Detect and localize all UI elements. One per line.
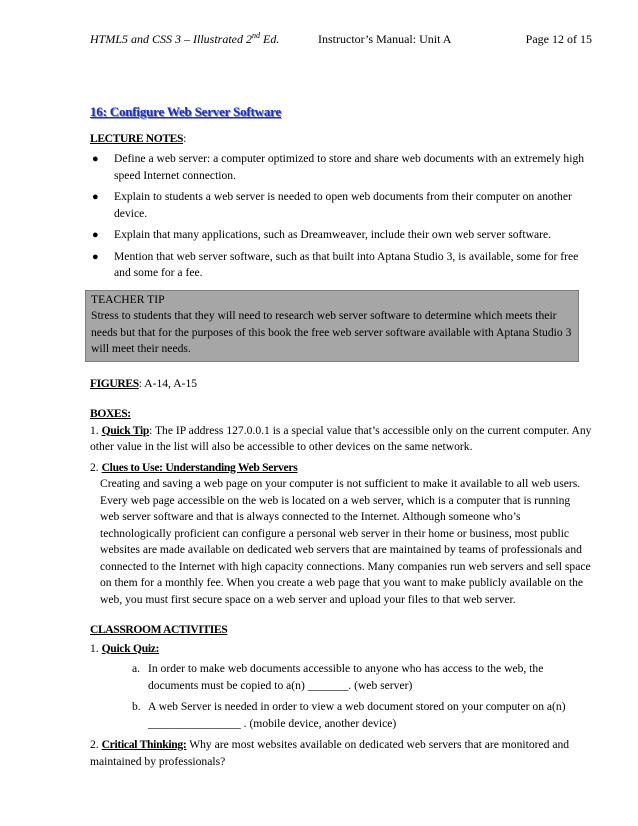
page-header [90, 32, 592, 50]
lecture-notes-list [90, 151, 592, 282]
list-item: ● Mention that web server software, such as that built into Aptana Studio 3, is available, some for free and some for a fee. [92, 249, 579, 279]
classroom-heading: CLASSROOM ACTIVITIES [90, 623, 228, 636]
figures-line: FIGURES: A-14, A-15 [90, 376, 198, 390]
quiz-item: b. A web Server is needed in order to view a web document stored on your computer on a(n) ________________ . (mobile device, another device) [132, 700, 566, 730]
bullet-icon: ● [92, 229, 99, 241]
list-item: ● Explain to students a web server is needed to open web documents from their computer on another device. [92, 190, 572, 220]
boxes-item-2: 2. Clues to Use: Understanding Web Servers [90, 460, 298, 474]
teacher-tip-body: Stress to students that they will need to research web server software to determine which meets their needs but that for the purposes of this book the free web server software available with Aptana Studio 3 will meet their needs. [91, 309, 572, 355]
quick-quiz-line: 1. Quick Quiz: [90, 641, 160, 655]
book-title: HTML5 and CSS 3 – Illustrated 2nd Ed. [90, 31, 280, 46]
page-number: Page 12 of 15 [525, 32, 592, 46]
boxes-heading: BOXES: [90, 407, 131, 420]
list-item: ● Explain that many applications, such as Dreamweaver, include their own web server software. [90, 227, 592, 244]
teacher-tip-title: TEACHER TIP [91, 292, 165, 306]
boxes-item-2-text: Creating and saving a web page on your computer is not sufficient to make it available to all web users. Every web page accessible on the web is located on a web server, which is a computer that is running web server software and that is always connected to the Internet. Although someone who’s technologically proficient can configure a personal web server in their home or business, most public websites are made available on dedicated web servers that are maintained by teams of professionals and connected to the Internet with high capacity connections. Many companies run web servers and sell space on them for a monthly fee. When you create a web page that you want to make publicly available on the web, you must first secure space on a web server and upload your files to that web server. [100, 477, 591, 606]
bullet-icon: ● [92, 191, 99, 203]
list-item: ● Define a web server: a computer optimized to store and share web documents with an extremely high speed Internet connection. [92, 152, 585, 182]
boxes-item-1: 1. Quick Tip: The IP address 127.0.0.1 is a special value that’s accessible only on the current computer. Any other value in the list will also be accessible to other devices on the same network. [90, 423, 592, 453]
teacher-tip-box [85, 290, 579, 362]
page-content [90, 104, 592, 770]
bullet-icon: ● [92, 250, 99, 263]
bullet-icon: ● [92, 153, 99, 165]
quiz-list [90, 661, 592, 732]
manual-title: Instructor’s Manual: Unit A [318, 32, 452, 46]
quiz-item: a. In order to make web documents accessible to anyone who has access to the web, the documents must be copied to a(n) _______. (web server) [132, 662, 544, 692]
lecture-notes-heading: LECTURE NOTES: [90, 131, 187, 145]
section-title: 16: Configure Web Server Software [90, 104, 282, 119]
critical-thinking: 2. Critical Thinking: Why are most websites available on dedicated web servers that are monitored and maintained by professionals? [90, 738, 570, 768]
